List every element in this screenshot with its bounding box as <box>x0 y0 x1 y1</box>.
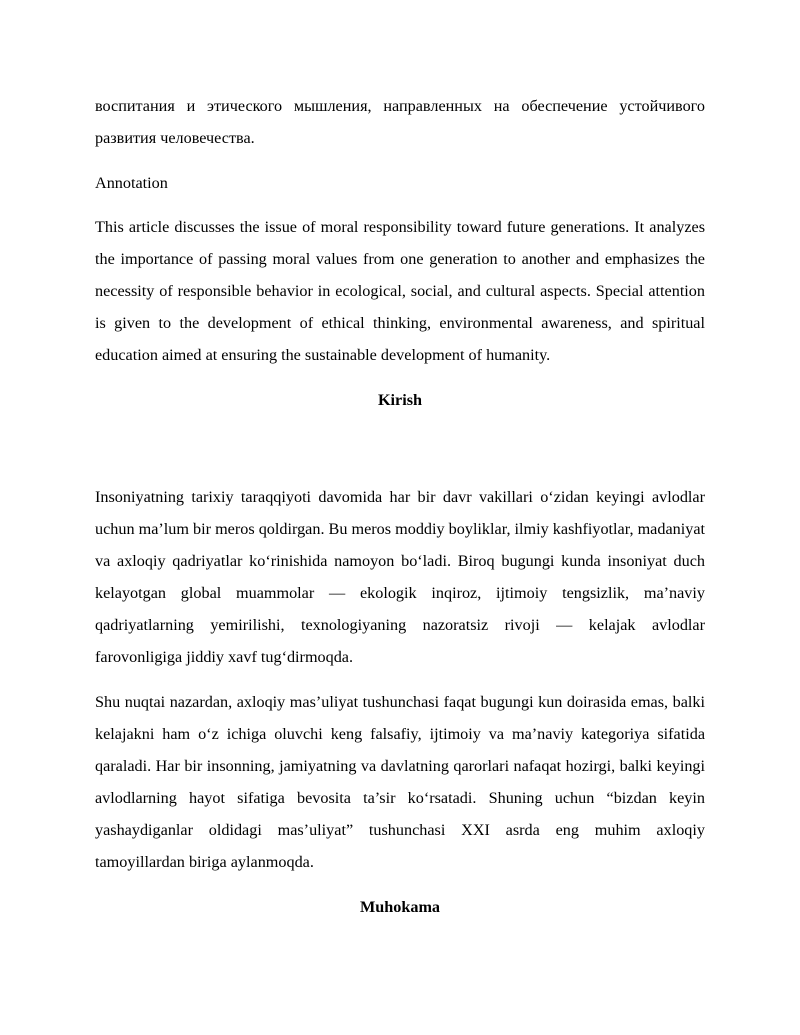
body-paragraph-1: Insoniyatning tarixiy taraqqiyoti davomida har bir davr vakillari o‘zidan keyingi avlodlar uchun ma’lum bir meros qoldirgan. Bu meros moddiy boyliklar, ilmiy kashfiyotlar, madaniyat va axloqiy qadriyatlar ko‘rinishida namoyon bo‘ladi. Biroq bugungi kunda insoniyat duch kelayotgan global muammolar — ekologik inqiroz, ijtimoiy tengsizlik, ma’naviy qadriyatlarning yemirilishi, texnologiyaning nazoratsiz rivoji — kelajak avlodlar farovonligiga jiddiy xavf tug‘dirmoqda. <box>95 488 705 666</box>
annotation-text: This article discusses the issue of moral responsibility toward future generations. It analyzes the importance of passing moral values from one generation to another and emphasizes the necessity of responsible behavior in ecological, social, and cultural aspects. Special attention is given to the development of ethical thinking, environmental awareness, and spiritual education aimed at ensuring the sustainable development of humanity. <box>95 218 705 364</box>
section-heading-kirish: Kirish <box>377 391 423 409</box>
document-page <box>95 90 705 923</box>
body-paragraph-2: Shu nuqtai nazardan, axloqiy mas’uliyat tushunchasi faqat bugungi kun doirasida emas, balki kelajakni ham o‘z ichiga oluvchi keng falsafiy, ijtimoiy va ma’naviy kategoriya sifatida qaraladi. Har bir insonning, jamiyatning va davlatning qarorlari nafaqat hozirgi, balki keyingi avlodlarning hayot sifatiga bevosita ta’sir ko‘rsatadi. Shuning uchun “bizdan keyin yashaydiganlar oldidagi mas’uliyat” tushunchasi XXI asrda eng muhim axloqiy tamoyillardan biriga aylanmoqda. <box>95 693 705 871</box>
section-heading-muhokama: Muhokama <box>359 898 441 916</box>
annotation-label: Annotation <box>95 174 168 192</box>
intro-paragraph: воспитания и этического мышления, направленных на обеспечение устойчивого развития человечества. <box>95 97 705 147</box>
section-spacer <box>95 416 705 481</box>
